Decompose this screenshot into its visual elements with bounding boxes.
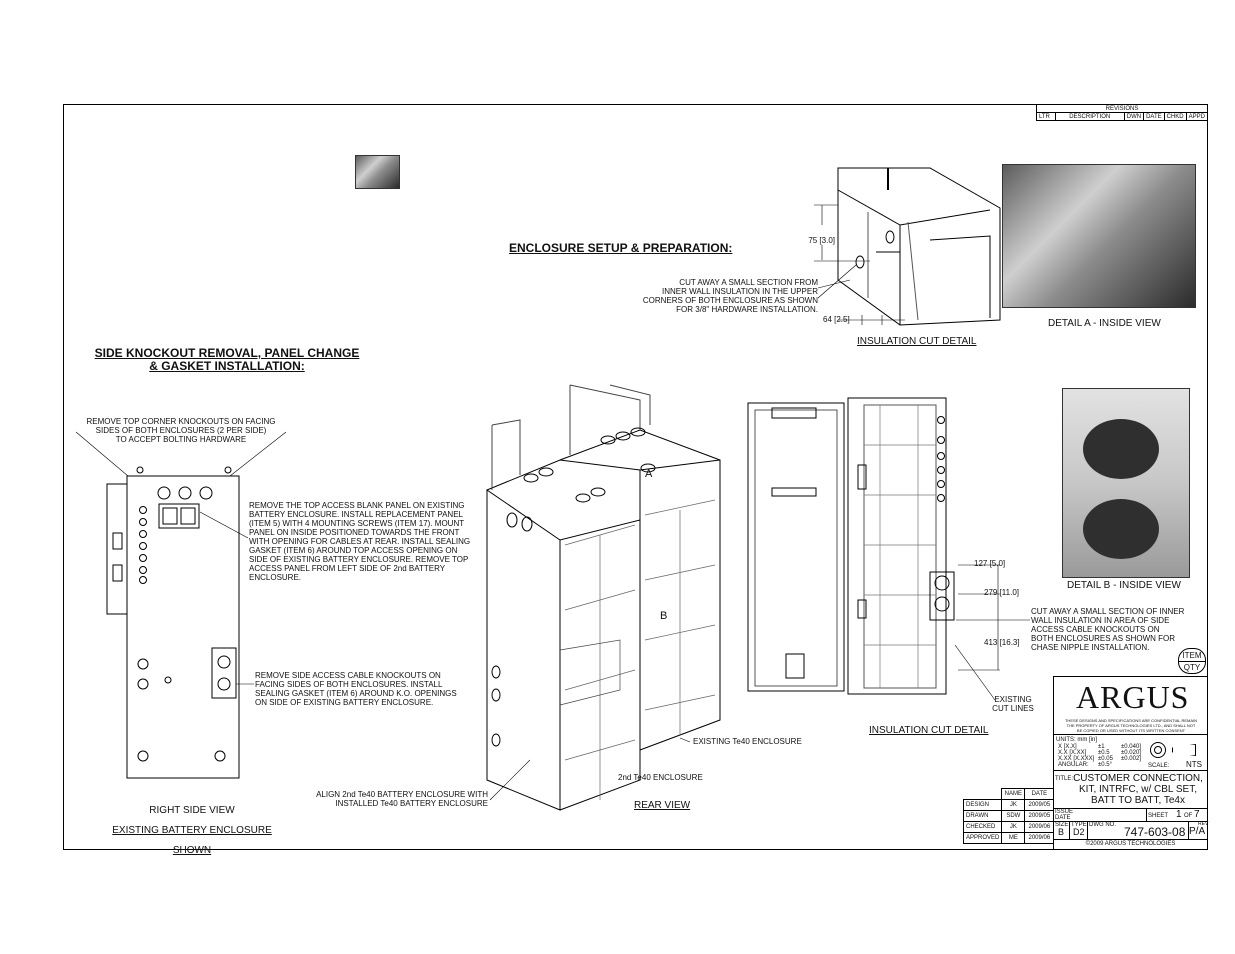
side-view-caption-line3: SHOWN bbox=[172, 845, 212, 856]
item-label: ITEM bbox=[1182, 651, 1202, 660]
dim-127: 127 [5.0] bbox=[974, 559, 1006, 568]
approvals-name: JK bbox=[1002, 800, 1025, 811]
qty-label: QTY bbox=[1183, 663, 1201, 672]
insulation-top-note: CUT AWAY A SMALL SECTION FROM INNER WALL INSULATION IN THE UPPER CORNERS OF BOTH ENCLOSURE AS SHOWN FOR 3/8" HARDWARE INSTALLATION. bbox=[642, 278, 818, 314]
side-view-caption bbox=[108, 796, 276, 866]
approvals-role: DRAWN bbox=[964, 811, 1002, 822]
rear-second-label: 2nd Te40 ENCLOSURE bbox=[618, 773, 703, 782]
scale-label: SCALE: bbox=[1148, 763, 1170, 769]
type-label: TYPE bbox=[1071, 822, 1087, 828]
side-note-access-panel: REMOVE THE TOP ACCESS BLANK PANEL ON EXISTING BATTERY ENCLOSURE. INSTALL REPLACEMENT PANEL (ITEM 5) WITH 4 MOUNTING SCREWS (ITEM 17). MOUNT PANEL ON INSIDE POSITIONED TOWARDS THE FRONT WITH OPENING FOR CABLES AT REAR. INSTALL SEALING GASKET (ITEM 6) AROUND TOP ACCESS OPENING ON SIDE OF EXISTING BATTERY ENCLOSURE. REMOVE TOP ACCESS PANEL FROM LEFT SIDE OF 2nd BATTERY ENCLOSURE. bbox=[249, 501, 471, 582]
dim-413: 413 [16.3] bbox=[984, 638, 1020, 647]
units-label: UNITS: mm [in] bbox=[1056, 737, 1098, 743]
approvals-date: 2009/06 bbox=[1025, 822, 1054, 833]
rev-label: REV bbox=[1198, 821, 1209, 827]
sheet-of: OF bbox=[1184, 813, 1193, 819]
approvals-date-header: DATE bbox=[1025, 789, 1054, 800]
approvals-name: JK bbox=[1002, 822, 1025, 833]
tb-divider-size bbox=[1069, 821, 1070, 839]
dim-75: 75 [3.0] bbox=[808, 236, 835, 245]
rev-col-description: DESCRIPTION bbox=[1055, 113, 1124, 121]
approvals-name: ME bbox=[1002, 833, 1025, 844]
side-note-cable-knockouts: REMOVE SIDE ACCESS CABLE KNOCKOUTS ON FACING SIDES OF BOTH ENCLOSURES. INSTALL SEALING GASKET (ITEM 6) AROUND K.O. OPENINGS ON SIDE OF EXISTING BATTERY ENCLOSURE. bbox=[255, 671, 457, 707]
tb-divider-1 bbox=[1053, 734, 1208, 735]
sheet-number: 1 bbox=[1176, 809, 1182, 820]
tolerance-in: ±0.040] ±0.020] ±0.002] bbox=[1121, 744, 1141, 762]
dwg-number: 747-603-08 bbox=[1124, 825, 1186, 839]
enclosure-setup-heading: ENCLOSURE SETUP & PREPARATION: bbox=[509, 241, 733, 255]
rear-label-a: A bbox=[645, 468, 653, 480]
insulation-side-note: CUT AWAY A SMALL SECTION OF INNER WALL INSULATION IN AREA OF SIDE ACCESS CABLE KNOCKOUTS ON BOTH ENCLOSURES AS SHOWN FOR CHASE NIPPLE INSTALLATION. bbox=[1031, 607, 1185, 652]
approvals-corner bbox=[964, 789, 1002, 800]
rev-col-appd: APPD bbox=[1186, 113, 1207, 121]
issue-date-label: ISSUE DATE bbox=[1055, 809, 1074, 821]
tb-divider-2 bbox=[1053, 770, 1208, 771]
sheet-total: 7 bbox=[1194, 809, 1200, 820]
tolerance-mm: ±1 ±0.5 ±0.05 ±0.5° bbox=[1098, 744, 1113, 768]
approvals-name-header: NAME bbox=[1002, 789, 1025, 800]
item-qty-bubble bbox=[1178, 648, 1206, 674]
title-label: TITLE: bbox=[1055, 776, 1074, 782]
approvals-date: 2009/05 bbox=[1025, 811, 1054, 822]
tb-divider-type bbox=[1087, 821, 1088, 839]
tb-divider-3 bbox=[1053, 808, 1208, 809]
detail-b-photo bbox=[1062, 388, 1190, 578]
rev-col-dwn: DWN bbox=[1124, 113, 1143, 121]
approvals-role: APPROVED bbox=[964, 833, 1002, 844]
side-view-caption-line2: EXISTING BATTERY ENCLOSURE bbox=[112, 825, 272, 836]
dim-279: 279 [11.0] bbox=[984, 588, 1019, 597]
rear-label-b: B bbox=[660, 610, 668, 622]
tb-divider-sheet bbox=[1146, 808, 1147, 821]
rev-col-chkd: CHKD bbox=[1164, 113, 1186, 121]
side-knockout-heading: SIDE KNOCKOUT REMOVAL, PANEL CHANGE & GASKET INSTALLATION: bbox=[94, 346, 360, 373]
size-value: B bbox=[1058, 827, 1065, 837]
side-view-caption-line1: RIGHT SIDE VIEW bbox=[149, 805, 235, 816]
dwg-label: DWG NO. bbox=[1089, 822, 1116, 828]
approvals-date: 2009/06 bbox=[1025, 833, 1054, 844]
size-label: SIZE bbox=[1055, 822, 1069, 828]
copyright: ©2009 ARGUS TECHNOLOGIES bbox=[1085, 841, 1176, 847]
detail-a-caption: DETAIL A - INSIDE VIEW bbox=[1048, 318, 1161, 329]
detail-a-photo bbox=[1002, 164, 1196, 308]
insulation-side-caption: INSULATION CUT DETAIL bbox=[869, 725, 989, 736]
detail-b-caption: DETAIL B - INSIDE VIEW bbox=[1067, 580, 1181, 591]
rev-value: P/A bbox=[1189, 826, 1206, 837]
approvals-date: 2009/05 bbox=[1025, 800, 1054, 811]
approvals-name: SDW bbox=[1002, 811, 1025, 822]
argus-logo: ARGUS bbox=[1076, 679, 1190, 715]
side-note-top-knockouts: REMOVE TOP CORNER KNOCKOUTS ON FACING SIDES OF BOTH ENCLOSURES (2 PER SIDE) TO ACCEPT BOLTING HARDWARE bbox=[86, 417, 276, 444]
sheet-label: SHEET bbox=[1148, 813, 1169, 819]
rev-col-date: DATE bbox=[1144, 113, 1165, 121]
rear-existing-label: EXISTING Te40 ENCLOSURE bbox=[693, 737, 802, 746]
rear-align-note: ALIGN 2nd Te40 BATTERY ENCLOSURE WITH INSTALLED Te40 BATTERY ENCLOSURE bbox=[316, 790, 488, 808]
rear-view-caption: REAR VIEW bbox=[634, 800, 691, 811]
scale-value: NTS bbox=[1186, 760, 1202, 769]
rev-col-ltr: LTR bbox=[1037, 113, 1056, 121]
insulation-top-caption: INSULATION CUT DETAIL bbox=[857, 336, 977, 347]
confidential-note: THESE DESIGNS AND SPECIFICATIONS ARE CONFIDENTIAL REMAIN THE PROPERTY OF ARGUS TECHNOLOGIES LTD., AND SHALL NOT BE COPIED OR USED WITHOUT ITS WRITTEN CONSENT bbox=[1064, 718, 1198, 733]
approvals-role: DESIGN bbox=[964, 800, 1002, 811]
tolerance-labels: X [X.X] X.X [X.XX] X.XX [X.XXX] ANGULAR: bbox=[1058, 744, 1095, 768]
existing-cut-lines: EXISTING CUT LINES bbox=[992, 695, 1034, 713]
approvals-role: CHECKED bbox=[964, 822, 1002, 833]
type-value: D2 bbox=[1073, 827, 1085, 837]
approvals-table bbox=[963, 788, 1054, 844]
revisions-title: REVISIONS bbox=[1037, 105, 1208, 113]
drawing-title: CUSTOMER CONNECTION, KIT, INTRFC, w/ CBL SET, BATT TO BATT, Te4x bbox=[1073, 773, 1203, 806]
dim-64: 64 [2.5] bbox=[823, 315, 850, 324]
